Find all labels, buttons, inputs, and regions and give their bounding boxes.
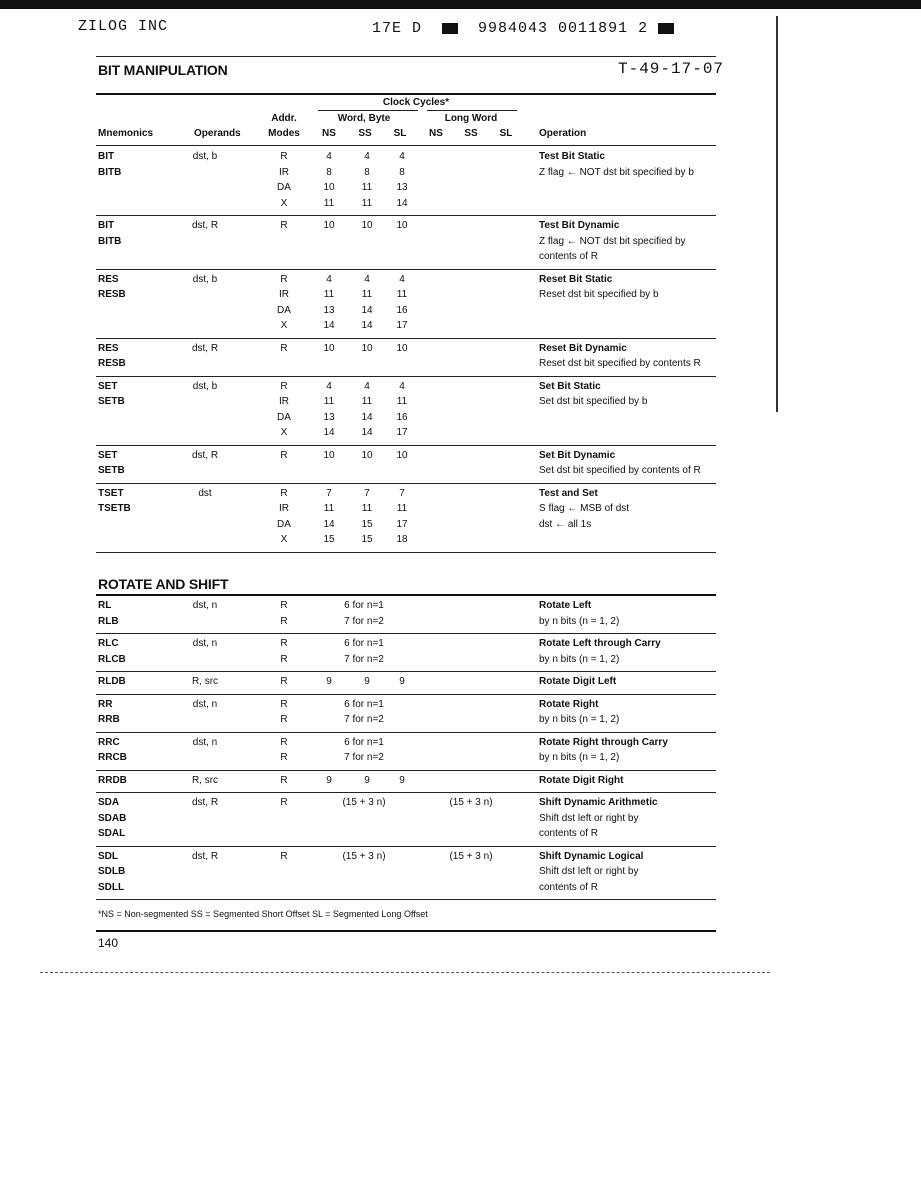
mode-cell: R bbox=[280, 714, 288, 725]
row-divider bbox=[96, 694, 716, 695]
operands-cell: dst, n bbox=[192, 600, 218, 611]
operation-cell: Reset Bit Static bbox=[539, 273, 613, 285]
operation-cell: Test Bit Static bbox=[539, 151, 605, 162]
operands-cell: dst, b bbox=[192, 151, 218, 162]
mnemonic-cell: RL bbox=[98, 600, 112, 611]
operation-cell: Set Bit Dynamic bbox=[539, 449, 616, 461]
ss-cell: 11 bbox=[361, 182, 373, 193]
mnemonic-cell: SET bbox=[98, 380, 118, 392]
mnemonic-cell: BITB bbox=[98, 166, 122, 178]
row-divider bbox=[96, 552, 716, 553]
row-divider bbox=[96, 770, 716, 771]
mode-cell: R bbox=[280, 850, 288, 862]
ss-cell: 14 bbox=[361, 411, 373, 423]
cycles-cell: 6 for n=1 bbox=[344, 698, 384, 710]
ss-cell: 8 bbox=[364, 166, 370, 178]
mode-cell: R bbox=[280, 600, 288, 611]
col-ss-long: SS bbox=[464, 128, 478, 139]
sl-cell: 7 bbox=[399, 487, 405, 499]
cycles-cell: 7 for n=2 bbox=[344, 653, 384, 665]
ns-cell: 13 bbox=[323, 304, 335, 316]
mnemonic-cell: BIT bbox=[98, 151, 115, 162]
ns-cell: 11 bbox=[323, 396, 335, 407]
mode-cell: R bbox=[280, 736, 288, 748]
sl-cell: 4 bbox=[399, 380, 405, 392]
operation-cell: Shift dst left or right by bbox=[539, 866, 639, 877]
col-addr: Addr. bbox=[271, 113, 297, 124]
operands-cell: dst, R bbox=[191, 220, 219, 231]
mnemonic-cell: RRC bbox=[98, 736, 120, 748]
sl-cell: 9 bbox=[399, 676, 405, 687]
sl-cell: 13 bbox=[396, 182, 408, 193]
col-ss: SS bbox=[358, 128, 372, 139]
cycles-cell: 7 for n=2 bbox=[344, 714, 384, 725]
ss-cell: 7 bbox=[364, 487, 370, 499]
ns-cell: 11 bbox=[323, 503, 335, 514]
company-header: ZILOG INC bbox=[78, 18, 169, 35]
mode-cell: DA bbox=[277, 182, 291, 193]
ns-cell: 8 bbox=[326, 166, 332, 178]
sl-cell: 4 bbox=[399, 273, 405, 285]
scan-artifact-line bbox=[40, 972, 770, 973]
ss-cell: 11 bbox=[361, 503, 373, 514]
sl-cell: 11 bbox=[396, 396, 408, 407]
cycles-cell: 6 for n=1 bbox=[344, 736, 384, 748]
redaction-block bbox=[442, 23, 458, 34]
ns-cell: 4 bbox=[326, 273, 332, 285]
operands-cell: dst, R bbox=[191, 449, 219, 461]
ns-cell: 14 bbox=[323, 518, 335, 530]
operands-cell: dst, n bbox=[192, 698, 218, 710]
col-operation: Operation bbox=[539, 128, 587, 139]
handwritten-stamp: T-49-17-07 bbox=[618, 60, 725, 78]
footnote: *NS = Non-segmented SS = Segmented Short Offset SL = Segmented Long Offset bbox=[98, 909, 428, 919]
scan-vertical-line bbox=[776, 16, 778, 412]
operation-cell: Reset dst bit specified by b bbox=[539, 289, 659, 300]
row-divider bbox=[96, 732, 716, 733]
col-word-byte: Word, Byte bbox=[337, 113, 391, 124]
ss-cell: 4 bbox=[364, 380, 370, 392]
mode-cell: IR bbox=[279, 396, 289, 407]
mode-cell: R bbox=[280, 220, 288, 231]
mnemonic-cell: RES bbox=[98, 273, 119, 285]
operation-cell: Rotate Right bbox=[539, 698, 599, 710]
sl-cell: 10 bbox=[396, 342, 408, 354]
mnemonic-cell: SDA bbox=[98, 797, 120, 808]
operation-cell: Rotate Right through Carry bbox=[539, 736, 668, 748]
operation-cell: Shift dst left or right by bbox=[539, 812, 639, 824]
operation-cell: Set dst bit specified by contents of R bbox=[539, 465, 701, 476]
ns-cell: 7 bbox=[326, 487, 332, 499]
ss-cell: 14 bbox=[361, 427, 373, 438]
section-title-bit: BIT MANIPULATION bbox=[98, 62, 228, 78]
operation-cell: contents of R bbox=[539, 828, 598, 839]
mode-cell: IR bbox=[279, 289, 289, 300]
col-sl-long: SL bbox=[499, 128, 513, 139]
mnemonic-cell: TSETB bbox=[98, 503, 131, 514]
mode-cell: IR bbox=[279, 166, 289, 178]
ss-cell: 4 bbox=[364, 151, 370, 162]
mnemonic-cell: SETB bbox=[98, 465, 125, 476]
document-id bbox=[372, 20, 674, 37]
operation-cell: Test Bit Dynamic bbox=[539, 220, 620, 231]
ss-cell: 11 bbox=[361, 197, 373, 209]
mode-cell: R bbox=[280, 638, 288, 649]
sl-cell: 16 bbox=[396, 411, 408, 423]
doc-number: 9984043 0011891 2 bbox=[478, 20, 649, 37]
mode-cell: R bbox=[280, 487, 288, 499]
row-divider bbox=[96, 215, 716, 216]
operation-cell: Rotate Digit Right bbox=[539, 774, 624, 786]
mode-cell: R bbox=[280, 342, 288, 354]
operation-cell: Reset Bit Dynamic bbox=[539, 342, 627, 354]
mnemonic-cell: SDLL bbox=[98, 881, 125, 893]
ss-cell: 9 bbox=[364, 774, 370, 786]
ns-cell: 4 bbox=[326, 151, 332, 162]
operation-cell: Rotate Left bbox=[539, 600, 592, 611]
operation-cell: Set dst bit specified by b bbox=[539, 396, 648, 407]
cycles-cell: (15 + 3 n) bbox=[342, 797, 386, 808]
sl-cell: 11 bbox=[396, 289, 408, 300]
sl-cell: 10 bbox=[396, 220, 408, 231]
ss-cell: 10 bbox=[361, 342, 373, 354]
ss-cell: 14 bbox=[361, 320, 373, 331]
operation-cell: by n bits (n = 1, 2) bbox=[539, 752, 620, 763]
row-divider bbox=[96, 338, 716, 339]
mode-cell: R bbox=[280, 151, 288, 162]
row-divider bbox=[96, 846, 716, 847]
ns-cell: 13 bbox=[323, 411, 335, 423]
section-title-rotate: ROTATE AND SHIFT bbox=[98, 576, 229, 592]
ss-cell: 11 bbox=[361, 289, 373, 300]
mode-cell: X bbox=[280, 427, 288, 438]
ss-cell: 10 bbox=[361, 220, 373, 231]
cycles-cell: 7 for n=2 bbox=[344, 615, 384, 627]
mnemonic-cell: RRB bbox=[98, 714, 120, 725]
row-divider bbox=[96, 445, 716, 446]
mode-cell: R bbox=[280, 676, 288, 687]
mnemonic-cell: RLB bbox=[98, 615, 119, 627]
cycles-cell: (15 + 3 n) bbox=[342, 850, 386, 862]
ss-cell: 15 bbox=[361, 534, 373, 545]
sl-cell: 10 bbox=[396, 449, 408, 461]
operands-cell: dst, b bbox=[192, 273, 218, 285]
ss-cell: 11 bbox=[361, 396, 373, 407]
col-operands: Operands bbox=[194, 128, 241, 139]
mode-cell: X bbox=[280, 320, 288, 331]
sl-cell: 4 bbox=[399, 151, 405, 162]
operation-cell: Reset dst bit specified by contents R bbox=[539, 358, 701, 369]
ns-cell: 4 bbox=[326, 380, 332, 392]
word-byte-underline bbox=[318, 110, 418, 111]
operation-cell: by n bits (n = 1, 2) bbox=[539, 714, 620, 725]
sl-cell: 9 bbox=[399, 774, 405, 786]
sl-cell: 18 bbox=[396, 534, 408, 545]
mode-cell: R bbox=[280, 752, 288, 763]
sl-cell: 17 bbox=[396, 518, 408, 530]
mode-cell: DA bbox=[277, 518, 291, 530]
long-word-underline bbox=[427, 110, 517, 111]
operands-cell: R, src bbox=[191, 774, 219, 786]
mode-cell: R bbox=[280, 615, 288, 627]
col-modes: Modes bbox=[268, 128, 300, 139]
mnemonic-cell: RLDB bbox=[98, 676, 126, 687]
mnemonic-cell: SDL bbox=[98, 850, 118, 862]
col-ns-long: NS bbox=[429, 128, 443, 139]
mnemonic-cell: RESB bbox=[98, 289, 126, 300]
operands-cell: dst, R bbox=[191, 797, 219, 808]
operands-cell: R, src bbox=[191, 676, 219, 687]
sl-cell: 17 bbox=[396, 320, 408, 331]
operation-cell: contents of R bbox=[539, 881, 598, 893]
col-sl: SL bbox=[393, 128, 407, 139]
ns-cell: 14 bbox=[323, 427, 335, 438]
page-bottom-rule bbox=[96, 930, 716, 932]
operation-cell: Set Bit Static bbox=[539, 380, 601, 392]
operation-cell: Z flag ← NOT dst bit specified by bbox=[539, 235, 686, 247]
mode-cell: IR bbox=[279, 503, 289, 514]
operation-cell: Shift Dynamic Arithmetic bbox=[539, 797, 658, 808]
mode-cell: R bbox=[280, 273, 288, 285]
long-cycles-cell: (15 + 3 n) bbox=[449, 850, 493, 862]
header-rule bbox=[96, 93, 716, 95]
mnemonic-cell: BIT bbox=[98, 220, 115, 231]
ss-cell: 14 bbox=[361, 304, 373, 316]
mode-cell: R bbox=[280, 698, 288, 710]
sl-cell: 8 bbox=[399, 166, 405, 178]
operation-cell: Test and Set bbox=[539, 487, 598, 499]
mnemonic-cell: RRDB bbox=[98, 774, 127, 786]
ns-cell: 14 bbox=[323, 320, 335, 331]
ns-cell: 9 bbox=[326, 676, 332, 687]
operation-cell: dst ← all 1s bbox=[539, 518, 592, 530]
col-clock-cycles: Clock Cycles* bbox=[382, 97, 450, 108]
ns-cell: 11 bbox=[323, 289, 335, 300]
ns-cell: 15 bbox=[323, 534, 335, 545]
ss-cell: 15 bbox=[361, 518, 373, 530]
page-number: 140 bbox=[98, 936, 119, 950]
mnemonic-cell: SDAL bbox=[98, 828, 126, 839]
operands-cell: dst, R bbox=[191, 850, 219, 862]
mode-cell: R bbox=[280, 774, 288, 786]
mnemonic-cell: SDAB bbox=[98, 812, 127, 824]
operands-cell: dst, n bbox=[192, 638, 218, 649]
mnemonic-cell: RR bbox=[98, 698, 113, 710]
scan-top-edge bbox=[0, 0, 921, 9]
operation-cell: by n bits (n = 1, 2) bbox=[539, 653, 620, 665]
mode-cell: DA bbox=[277, 304, 291, 316]
operands-cell: dst, R bbox=[191, 342, 219, 354]
ss-cell: 9 bbox=[364, 676, 370, 687]
operands-cell: dst bbox=[198, 487, 212, 499]
sl-cell: 16 bbox=[396, 304, 408, 316]
mnemonic-cell: SDLB bbox=[98, 866, 126, 877]
ss-cell: 10 bbox=[361, 449, 373, 461]
cycles-cell: 6 for n=1 bbox=[344, 600, 384, 611]
row-divider bbox=[96, 633, 716, 634]
mnemonic-cell: SET bbox=[98, 449, 118, 461]
mode-cell: R bbox=[280, 797, 288, 808]
operation-cell: Rotate Left through Carry bbox=[539, 638, 661, 649]
sl-cell: 14 bbox=[396, 197, 408, 209]
mnemonic-cell: RRCB bbox=[98, 752, 127, 763]
sl-cell: 11 bbox=[396, 503, 408, 514]
operation-cell: Z flag ← NOT dst bit specified by b bbox=[539, 166, 694, 178]
long-cycles-cell: (15 + 3 n) bbox=[449, 797, 493, 808]
row-divider bbox=[96, 899, 716, 900]
mode-cell: X bbox=[280, 534, 288, 545]
redaction-block bbox=[658, 23, 674, 34]
col-ns: NS bbox=[322, 128, 336, 139]
row-divider bbox=[96, 269, 716, 270]
row-divider bbox=[96, 671, 716, 672]
ns-cell: 10 bbox=[323, 182, 335, 193]
mnemonic-cell: SETB bbox=[98, 396, 125, 407]
top-rule bbox=[96, 56, 716, 57]
col-long-word: Long Word bbox=[444, 113, 498, 124]
operation-cell: by n bits (n = 1, 2) bbox=[539, 615, 620, 627]
operation-cell: contents of R bbox=[539, 251, 598, 262]
ss-cell: 4 bbox=[364, 273, 370, 285]
ns-cell: 10 bbox=[323, 342, 335, 354]
mnemonic-cell: RLCB bbox=[98, 653, 126, 665]
row-divider bbox=[96, 376, 716, 377]
ns-cell: 10 bbox=[323, 220, 335, 231]
ns-cell: 10 bbox=[323, 449, 335, 461]
mnemonic-cell: TSET bbox=[98, 487, 124, 499]
mode-cell: X bbox=[280, 197, 288, 209]
mnemonic-cell: RESB bbox=[98, 358, 126, 369]
header-bottom-rule bbox=[96, 145, 716, 146]
operation-cell: Shift Dynamic Logical bbox=[539, 850, 644, 862]
mnemonic-cell: RLC bbox=[98, 638, 119, 649]
ns-cell: 11 bbox=[323, 197, 335, 209]
operation-cell: Rotate Digit Left bbox=[539, 676, 617, 687]
sl-cell: 17 bbox=[396, 427, 408, 438]
row-divider bbox=[96, 483, 716, 484]
mode-cell: R bbox=[280, 380, 288, 392]
mode-cell: R bbox=[280, 653, 288, 665]
operands-cell: dst, n bbox=[192, 736, 218, 748]
cycles-cell: 7 for n=2 bbox=[344, 752, 384, 763]
mode-cell: R bbox=[280, 449, 288, 461]
operands-cell: dst, b bbox=[192, 380, 218, 392]
operation-cell: S flag ← MSB of dst bbox=[539, 503, 630, 514]
col-mnemonics: Mnemonics bbox=[98, 128, 154, 139]
cycles-cell: 6 for n=1 bbox=[344, 638, 384, 649]
doc-code: 17E D bbox=[372, 20, 423, 37]
mnemonic-cell: RES bbox=[98, 342, 119, 354]
row-divider bbox=[96, 792, 716, 793]
mode-cell: DA bbox=[277, 411, 291, 423]
ns-cell: 9 bbox=[326, 774, 332, 786]
rotate-header-rule bbox=[96, 594, 716, 596]
mnemonic-cell: BITB bbox=[98, 235, 122, 247]
